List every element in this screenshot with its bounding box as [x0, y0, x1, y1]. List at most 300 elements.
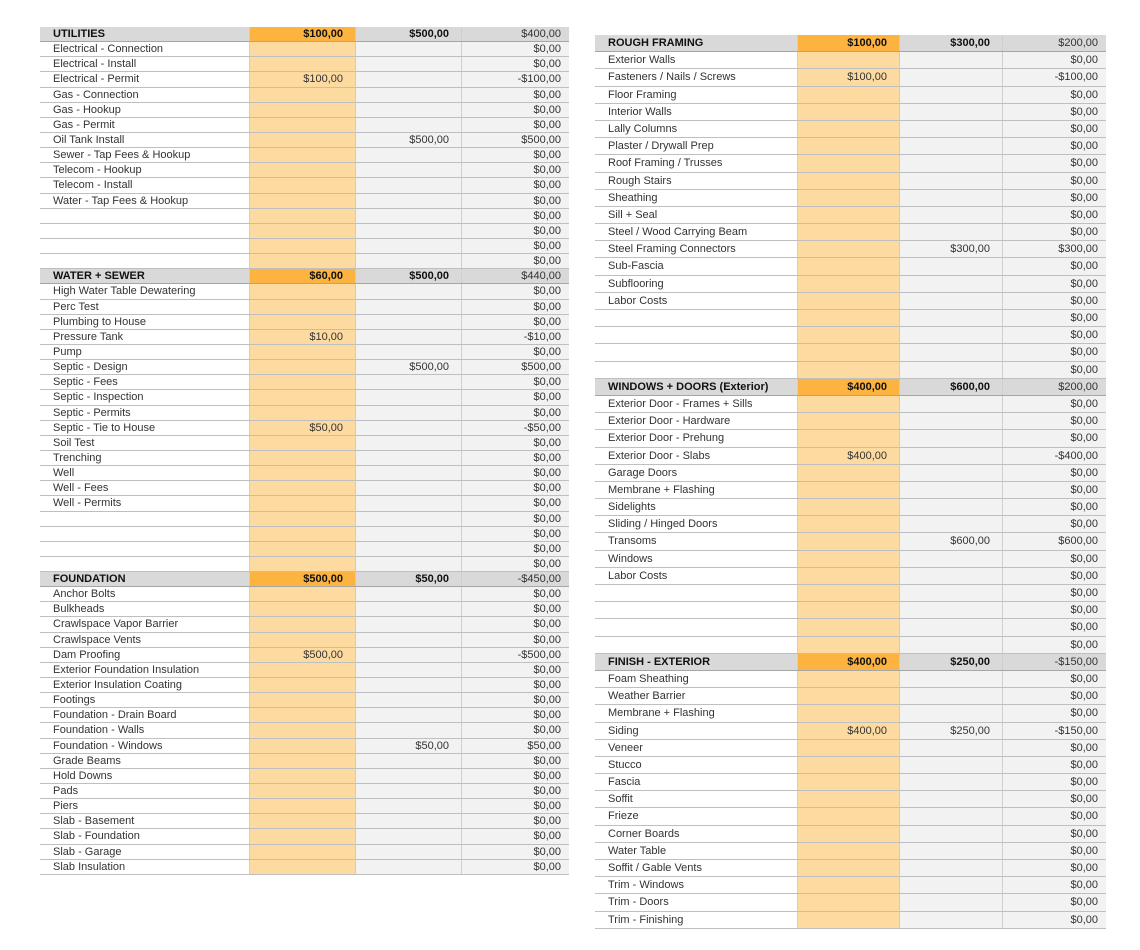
- line-item-actual-cell[interactable]: [900, 396, 1003, 412]
- line-item-actual-cell[interactable]: [900, 190, 1003, 206]
- line-item-name-cell[interactable]: Electrical - Permit: [40, 72, 250, 86]
- line-item-actual-cell[interactable]: [900, 69, 1003, 85]
- line-item-actual-cell[interactable]: $600,00: [900, 533, 1003, 549]
- line-item-name-cell[interactable]: [40, 209, 250, 223]
- line-item-name-cell[interactable]: Soffit / Gable Vents: [595, 860, 798, 876]
- line-item-budget-cell[interactable]: [250, 633, 356, 647]
- line-item-name-cell[interactable]: Electrical - Connection: [40, 42, 250, 56]
- line-item-budget-cell[interactable]: [250, 602, 356, 616]
- line-item-budget-cell[interactable]: [250, 42, 356, 56]
- line-item-actual-cell[interactable]: $300,00: [900, 241, 1003, 257]
- line-item-name-cell[interactable]: Septic - Inspection: [40, 390, 250, 404]
- line-item-budget-cell[interactable]: [798, 551, 900, 567]
- line-item-name-cell[interactable]: Well: [40, 466, 250, 480]
- line-item-budget-cell[interactable]: [250, 557, 356, 571]
- line-item-actual-cell[interactable]: [356, 648, 462, 662]
- line-item-name-cell[interactable]: Oil Tank Install: [40, 133, 250, 147]
- line-item-actual-cell[interactable]: [900, 551, 1003, 567]
- line-item-actual-cell[interactable]: [356, 254, 462, 268]
- section-budget-total[interactable]: $500,00: [250, 572, 356, 586]
- line-item-name-cell[interactable]: Gas - Connection: [40, 88, 250, 102]
- line-item-budget-cell[interactable]: [250, 512, 356, 526]
- line-item-name-cell[interactable]: [40, 239, 250, 253]
- line-item-name-cell[interactable]: Footings: [40, 693, 250, 707]
- line-item-budget-cell[interactable]: [250, 829, 356, 843]
- line-item-budget-cell[interactable]: [250, 784, 356, 798]
- line-item-actual-cell[interactable]: [900, 757, 1003, 773]
- line-item-budget-cell[interactable]: $500,00: [250, 648, 356, 662]
- line-item-actual-cell[interactable]: [900, 637, 1003, 653]
- line-item-budget-cell[interactable]: [798, 791, 900, 807]
- line-item-name-cell[interactable]: Crawlspace Vapor Barrier: [40, 617, 250, 631]
- line-item-budget-cell[interactable]: [250, 739, 356, 753]
- line-item-actual-cell[interactable]: [356, 678, 462, 692]
- line-item-name-cell[interactable]: Roof Framing / Trusses: [595, 155, 798, 171]
- line-item-actual-cell[interactable]: [900, 173, 1003, 189]
- line-item-name-cell[interactable]: Soffit: [595, 791, 798, 807]
- line-item-budget-cell[interactable]: [798, 104, 900, 120]
- line-item-actual-cell[interactable]: [900, 705, 1003, 721]
- line-item-actual-cell[interactable]: [900, 224, 1003, 240]
- line-item-name-cell[interactable]: Exterior Door - Slabs: [595, 448, 798, 464]
- line-item-budget-cell[interactable]: [798, 705, 900, 721]
- line-item-name-cell[interactable]: [595, 637, 798, 653]
- line-item-actual-cell[interactable]: [900, 155, 1003, 171]
- line-item-actual-cell[interactable]: [356, 496, 462, 510]
- line-item-actual-cell[interactable]: [356, 42, 462, 56]
- line-item-actual-cell[interactable]: [900, 894, 1003, 910]
- line-item-actual-cell[interactable]: [356, 209, 462, 223]
- line-item-actual-cell[interactable]: [356, 194, 462, 208]
- line-item-budget-cell[interactable]: [798, 740, 900, 756]
- line-item-name-cell[interactable]: Crawlspace Vents: [40, 633, 250, 647]
- line-item-name-cell[interactable]: [40, 224, 250, 238]
- line-item-actual-cell[interactable]: [900, 499, 1003, 515]
- line-item-actual-cell[interactable]: [900, 585, 1003, 601]
- section-actual-total[interactable]: $600,00: [900, 379, 1003, 395]
- line-item-actual-cell[interactable]: [900, 602, 1003, 618]
- line-item-actual-cell[interactable]: [900, 465, 1003, 481]
- line-item-name-cell[interactable]: Sheathing: [595, 190, 798, 206]
- line-item-actual-cell[interactable]: [356, 845, 462, 859]
- line-item-name-cell[interactable]: Septic - Design: [40, 360, 250, 374]
- line-item-budget-cell[interactable]: [798, 516, 900, 532]
- line-item-budget-cell[interactable]: [798, 327, 900, 343]
- line-item-actual-cell[interactable]: [900, 258, 1003, 274]
- line-item-budget-cell[interactable]: [798, 121, 900, 137]
- line-item-budget-cell[interactable]: [798, 276, 900, 292]
- line-item-budget-cell[interactable]: [250, 451, 356, 465]
- line-item-budget-cell[interactable]: [798, 688, 900, 704]
- line-item-budget-cell[interactable]: [250, 466, 356, 480]
- line-item-name-cell[interactable]: Steel / Wood Carrying Beam: [595, 224, 798, 240]
- line-item-budget-cell[interactable]: [250, 224, 356, 238]
- line-item-budget-cell[interactable]: [250, 663, 356, 677]
- line-item-actual-cell[interactable]: [900, 740, 1003, 756]
- line-item-actual-cell[interactable]: [356, 451, 462, 465]
- line-item-actual-cell[interactable]: $500,00: [356, 360, 462, 374]
- line-item-name-cell[interactable]: Membrane + Flashing: [595, 482, 798, 498]
- section-actual-total[interactable]: $50,00: [356, 572, 462, 586]
- line-item-budget-cell[interactable]: [798, 757, 900, 773]
- line-item-actual-cell[interactable]: [356, 663, 462, 677]
- line-item-actual-cell[interactable]: [356, 224, 462, 238]
- line-item-name-cell[interactable]: Slab - Garage: [40, 845, 250, 859]
- line-item-budget-cell[interactable]: [798, 774, 900, 790]
- line-item-name-cell[interactable]: Sewer - Tap Fees & Hookup: [40, 148, 250, 162]
- line-item-name-cell[interactable]: Slab Insulation: [40, 860, 250, 874]
- line-item-actual-cell[interactable]: [900, 877, 1003, 893]
- line-item-actual-cell[interactable]: $250,00: [900, 723, 1003, 739]
- line-item-actual-cell[interactable]: [900, 430, 1003, 446]
- line-item-budget-cell[interactable]: [798, 499, 900, 515]
- line-item-budget-cell[interactable]: [250, 496, 356, 510]
- line-item-name-cell[interactable]: Labor Costs: [595, 293, 798, 309]
- line-item-budget-cell[interactable]: $100,00: [798, 69, 900, 85]
- line-item-name-cell[interactable]: [595, 619, 798, 635]
- line-item-name-cell[interactable]: Exterior Door - Hardware: [595, 413, 798, 429]
- line-item-actual-cell[interactable]: [900, 327, 1003, 343]
- section-budget-total[interactable]: $100,00: [250, 27, 356, 41]
- line-item-name-cell[interactable]: Sliding / Hinged Doors: [595, 516, 798, 532]
- line-item-actual-cell[interactable]: $50,00: [356, 739, 462, 753]
- line-item-actual-cell[interactable]: [356, 860, 462, 874]
- line-item-name-cell[interactable]: Gas - Hookup: [40, 103, 250, 117]
- line-item-actual-cell[interactable]: [356, 512, 462, 526]
- line-item-budget-cell[interactable]: [798, 619, 900, 635]
- line-item-name-cell[interactable]: Septic - Fees: [40, 375, 250, 389]
- line-item-name-cell[interactable]: Water - Tap Fees & Hookup: [40, 194, 250, 208]
- line-item-name-cell[interactable]: Hold Downs: [40, 769, 250, 783]
- line-item-budget-cell[interactable]: [798, 533, 900, 549]
- line-item-name-cell[interactable]: Dam Proofing: [40, 648, 250, 662]
- line-item-budget-cell[interactable]: $50,00: [250, 421, 356, 435]
- line-item-name-cell[interactable]: [595, 344, 798, 360]
- line-item-actual-cell[interactable]: [356, 421, 462, 435]
- line-item-actual-cell[interactable]: [356, 178, 462, 192]
- line-item-actual-cell[interactable]: [900, 619, 1003, 635]
- line-item-name-cell[interactable]: Plumbing to House: [40, 315, 250, 329]
- line-item-name-cell[interactable]: Foam Sheathing: [595, 671, 798, 687]
- line-item-actual-cell[interactable]: [900, 482, 1003, 498]
- line-item-budget-cell[interactable]: [798, 138, 900, 154]
- line-item-budget-cell[interactable]: [798, 430, 900, 446]
- section-budget-total[interactable]: $400,00: [798, 654, 900, 670]
- line-item-name-cell[interactable]: Garage Doors: [595, 465, 798, 481]
- line-item-name-cell[interactable]: Telecom - Install: [40, 178, 250, 192]
- line-item-budget-cell[interactable]: [250, 390, 356, 404]
- line-item-name-cell[interactable]: Foundation - Walls: [40, 723, 250, 737]
- line-item-name-cell[interactable]: Labor Costs: [595, 568, 798, 584]
- line-item-budget-cell[interactable]: [798, 224, 900, 240]
- line-item-actual-cell[interactable]: [356, 72, 462, 86]
- line-item-name-cell[interactable]: Trim - Windows: [595, 877, 798, 893]
- line-item-budget-cell[interactable]: [250, 406, 356, 420]
- line-item-name-cell[interactable]: Pressure Tank: [40, 330, 250, 344]
- line-item-name-cell[interactable]: [595, 362, 798, 378]
- line-item-actual-cell[interactable]: [900, 808, 1003, 824]
- line-item-actual-cell[interactable]: [900, 293, 1003, 309]
- line-item-budget-cell[interactable]: [798, 155, 900, 171]
- line-item-actual-cell[interactable]: [900, 121, 1003, 137]
- line-item-budget-cell[interactable]: [798, 87, 900, 103]
- line-item-name-cell[interactable]: Sill + Seal: [595, 207, 798, 223]
- line-item-budget-cell[interactable]: [250, 678, 356, 692]
- line-item-budget-cell[interactable]: $100,00: [250, 72, 356, 86]
- line-item-budget-cell[interactable]: [250, 178, 356, 192]
- line-item-actual-cell[interactable]: [356, 799, 462, 813]
- section-actual-total[interactable]: $500,00: [356, 269, 462, 283]
- line-item-budget-cell[interactable]: [798, 362, 900, 378]
- line-item-budget-cell[interactable]: [798, 173, 900, 189]
- line-item-name-cell[interactable]: Membrane + Flashing: [595, 705, 798, 721]
- line-item-name-cell[interactable]: Fascia: [595, 774, 798, 790]
- line-item-budget-cell[interactable]: [250, 209, 356, 223]
- line-item-actual-cell[interactable]: [900, 344, 1003, 360]
- line-item-actual-cell[interactable]: [356, 148, 462, 162]
- line-item-budget-cell[interactable]: [798, 843, 900, 859]
- line-item-name-cell[interactable]: Foundation - Drain Board: [40, 708, 250, 722]
- line-item-name-cell[interactable]: Windows: [595, 551, 798, 567]
- line-item-budget-cell[interactable]: [250, 542, 356, 556]
- line-item-budget-cell[interactable]: [250, 754, 356, 768]
- line-item-name-cell[interactable]: [40, 254, 250, 268]
- line-item-actual-cell[interactable]: [356, 602, 462, 616]
- line-item-budget-cell[interactable]: [798, 894, 900, 910]
- line-item-name-cell[interactable]: Septic - Permits: [40, 406, 250, 420]
- line-item-actual-cell[interactable]: [356, 587, 462, 601]
- line-item-budget-cell[interactable]: [798, 808, 900, 824]
- line-item-budget-cell[interactable]: [250, 88, 356, 102]
- line-item-actual-cell[interactable]: [900, 516, 1003, 532]
- line-item-budget-cell[interactable]: [798, 860, 900, 876]
- line-item-budget-cell[interactable]: [798, 258, 900, 274]
- line-item-name-cell[interactable]: Piers: [40, 799, 250, 813]
- line-item-name-cell[interactable]: Well - Fees: [40, 481, 250, 495]
- line-item-name-cell[interactable]: [595, 327, 798, 343]
- line-item-budget-cell[interactable]: [250, 118, 356, 132]
- line-item-name-cell[interactable]: Weather Barrier: [595, 688, 798, 704]
- line-item-budget-cell[interactable]: [250, 254, 356, 268]
- line-item-name-cell[interactable]: Rough Stairs: [595, 173, 798, 189]
- line-item-actual-cell[interactable]: [900, 568, 1003, 584]
- line-item-name-cell[interactable]: Trenching: [40, 451, 250, 465]
- line-item-budget-cell[interactable]: [798, 671, 900, 687]
- line-item-actual-cell[interactable]: [900, 448, 1003, 464]
- section-budget-total[interactable]: $60,00: [250, 269, 356, 283]
- line-item-actual-cell[interactable]: [356, 708, 462, 722]
- line-item-actual-cell[interactable]: [356, 466, 462, 480]
- line-item-budget-cell[interactable]: $10,00: [250, 330, 356, 344]
- line-item-budget-cell[interactable]: [798, 877, 900, 893]
- line-item-name-cell[interactable]: Pads: [40, 784, 250, 798]
- line-item-name-cell[interactable]: Frieze: [595, 808, 798, 824]
- line-item-actual-cell[interactable]: [900, 413, 1003, 429]
- line-item-actual-cell[interactable]: [900, 104, 1003, 120]
- line-item-budget-cell[interactable]: [250, 360, 356, 374]
- line-item-budget-cell[interactable]: [250, 315, 356, 329]
- line-item-name-cell[interactable]: Bulkheads: [40, 602, 250, 616]
- line-item-budget-cell[interactable]: [250, 527, 356, 541]
- line-item-name-cell[interactable]: Subflooring: [595, 276, 798, 292]
- line-item-actual-cell[interactable]: [356, 88, 462, 102]
- section-actual-total[interactable]: $500,00: [356, 27, 462, 41]
- line-item-name-cell[interactable]: Slab - Basement: [40, 814, 250, 828]
- line-item-budget-cell[interactable]: [250, 133, 356, 147]
- line-item-budget-cell[interactable]: $400,00: [798, 723, 900, 739]
- line-item-name-cell[interactable]: [40, 527, 250, 541]
- line-item-budget-cell[interactable]: [798, 396, 900, 412]
- line-item-budget-cell[interactable]: [798, 585, 900, 601]
- line-item-actual-cell[interactable]: [356, 436, 462, 450]
- line-item-actual-cell[interactable]: [356, 829, 462, 843]
- line-item-actual-cell[interactable]: [900, 860, 1003, 876]
- line-item-name-cell[interactable]: Grade Beams: [40, 754, 250, 768]
- line-item-budget-cell[interactable]: [250, 481, 356, 495]
- line-item-actual-cell[interactable]: [356, 633, 462, 647]
- line-item-actual-cell[interactable]: [356, 557, 462, 571]
- section-actual-total[interactable]: $250,00: [900, 654, 1003, 670]
- line-item-budget-cell[interactable]: [250, 148, 356, 162]
- line-item-actual-cell[interactable]: [356, 693, 462, 707]
- line-item-name-cell[interactable]: [595, 585, 798, 601]
- line-item-actual-cell[interactable]: [356, 103, 462, 117]
- line-item-actual-cell[interactable]: [356, 330, 462, 344]
- line-item-budget-cell[interactable]: [250, 163, 356, 177]
- line-item-actual-cell[interactable]: [900, 688, 1003, 704]
- line-item-name-cell[interactable]: High Water Table Dewatering: [40, 284, 250, 298]
- line-item-name-cell[interactable]: Septic - Tie to House: [40, 421, 250, 435]
- line-item-budget-cell[interactable]: [798, 465, 900, 481]
- line-item-name-cell[interactable]: Lally Columns: [595, 121, 798, 137]
- line-item-actual-cell[interactable]: [900, 362, 1003, 378]
- line-item-budget-cell[interactable]: [798, 241, 900, 257]
- line-item-budget-cell[interactable]: [250, 284, 356, 298]
- line-item-name-cell[interactable]: Siding: [595, 723, 798, 739]
- line-item-budget-cell[interactable]: [798, 310, 900, 326]
- line-item-budget-cell[interactable]: [250, 693, 356, 707]
- line-item-actual-cell[interactable]: [900, 207, 1003, 223]
- line-item-actual-cell[interactable]: [900, 87, 1003, 103]
- line-item-name-cell[interactable]: Anchor Bolts: [40, 587, 250, 601]
- line-item-budget-cell[interactable]: [798, 413, 900, 429]
- line-item-actual-cell[interactable]: [900, 138, 1003, 154]
- line-item-budget-cell[interactable]: $400,00: [798, 448, 900, 464]
- line-item-actual-cell[interactable]: [900, 791, 1003, 807]
- section-budget-total[interactable]: $100,00: [798, 35, 900, 51]
- line-item-budget-cell[interactable]: [798, 637, 900, 653]
- line-item-budget-cell[interactable]: [250, 723, 356, 737]
- line-item-actual-cell[interactable]: [356, 375, 462, 389]
- line-item-budget-cell[interactable]: [250, 769, 356, 783]
- line-item-actual-cell[interactable]: [900, 671, 1003, 687]
- line-item-name-cell[interactable]: Interior Walls: [595, 104, 798, 120]
- line-item-actual-cell[interactable]: [356, 284, 462, 298]
- line-item-actual-cell[interactable]: [356, 723, 462, 737]
- line-item-actual-cell[interactable]: [900, 52, 1003, 68]
- line-item-name-cell[interactable]: Exterior Foundation Insulation: [40, 663, 250, 677]
- line-item-name-cell[interactable]: [40, 512, 250, 526]
- line-item-budget-cell[interactable]: [798, 602, 900, 618]
- line-item-name-cell[interactable]: Exterior Door - Prehung: [595, 430, 798, 446]
- line-item-actual-cell[interactable]: [356, 239, 462, 253]
- line-item-actual-cell[interactable]: [356, 390, 462, 404]
- section-actual-total[interactable]: $300,00: [900, 35, 1003, 51]
- line-item-budget-cell[interactable]: [250, 708, 356, 722]
- line-item-budget-cell[interactable]: [250, 845, 356, 859]
- line-item-actual-cell[interactable]: [900, 912, 1003, 928]
- line-item-name-cell[interactable]: Transoms: [595, 533, 798, 549]
- line-item-name-cell[interactable]: Soil Test: [40, 436, 250, 450]
- line-item-actual-cell[interactable]: [356, 315, 462, 329]
- line-item-actual-cell[interactable]: [356, 163, 462, 177]
- line-item-actual-cell[interactable]: $500,00: [356, 133, 462, 147]
- line-item-name-cell[interactable]: [40, 542, 250, 556]
- line-item-name-cell[interactable]: [595, 602, 798, 618]
- line-item-name-cell[interactable]: [595, 310, 798, 326]
- line-item-actual-cell[interactable]: [356, 481, 462, 495]
- line-item-actual-cell[interactable]: [356, 769, 462, 783]
- line-item-name-cell[interactable]: Exterior Door - Frames + Sills: [595, 396, 798, 412]
- line-item-name-cell[interactable]: Corner Boards: [595, 826, 798, 842]
- line-item-budget-cell[interactable]: [798, 52, 900, 68]
- line-item-actual-cell[interactable]: [356, 57, 462, 71]
- line-item-name-cell[interactable]: Pump: [40, 345, 250, 359]
- line-item-actual-cell[interactable]: [356, 754, 462, 768]
- line-item-name-cell[interactable]: Electrical - Install: [40, 57, 250, 71]
- line-item-budget-cell[interactable]: [250, 239, 356, 253]
- line-item-budget-cell[interactable]: [250, 814, 356, 828]
- line-item-name-cell[interactable]: Well - Permits: [40, 496, 250, 510]
- line-item-actual-cell[interactable]: [900, 276, 1003, 292]
- line-item-name-cell[interactable]: Sidelights: [595, 499, 798, 515]
- line-item-actual-cell[interactable]: [356, 542, 462, 556]
- line-item-actual-cell[interactable]: [900, 843, 1003, 859]
- line-item-actual-cell[interactable]: [356, 617, 462, 631]
- line-item-name-cell[interactable]: Water Table: [595, 843, 798, 859]
- line-item-budget-cell[interactable]: [798, 207, 900, 223]
- line-item-budget-cell[interactable]: [250, 103, 356, 117]
- line-item-name-cell[interactable]: Sub-Fascia: [595, 258, 798, 274]
- line-item-name-cell[interactable]: Gas - Permit: [40, 118, 250, 132]
- line-item-budget-cell[interactable]: [798, 568, 900, 584]
- line-item-name-cell[interactable]: Exterior Insulation Coating: [40, 678, 250, 692]
- line-item-name-cell[interactable]: Floor Framing: [595, 87, 798, 103]
- line-item-name-cell[interactable]: Trim - Doors: [595, 894, 798, 910]
- line-item-actual-cell[interactable]: [900, 826, 1003, 842]
- line-item-actual-cell[interactable]: [356, 784, 462, 798]
- line-item-actual-cell[interactable]: [356, 118, 462, 132]
- line-item-actual-cell[interactable]: [356, 300, 462, 314]
- line-item-budget-cell[interactable]: [250, 436, 356, 450]
- line-item-actual-cell[interactable]: [356, 527, 462, 541]
- line-item-budget-cell[interactable]: [250, 799, 356, 813]
- line-item-budget-cell[interactable]: [798, 344, 900, 360]
- line-item-budget-cell[interactable]: [798, 293, 900, 309]
- line-item-budget-cell[interactable]: [798, 826, 900, 842]
- line-item-name-cell[interactable]: Foundation - Windows: [40, 739, 250, 753]
- line-item-name-cell[interactable]: [40, 557, 250, 571]
- line-item-name-cell[interactable]: Stucco: [595, 757, 798, 773]
- line-item-actual-cell[interactable]: [356, 814, 462, 828]
- line-item-actual-cell[interactable]: [356, 406, 462, 420]
- line-item-name-cell[interactable]: Perc Test: [40, 300, 250, 314]
- line-item-name-cell[interactable]: Plaster / Drywall Prep: [595, 138, 798, 154]
- line-item-actual-cell[interactable]: [356, 345, 462, 359]
- line-item-budget-cell[interactable]: [798, 482, 900, 498]
- line-item-budget-cell[interactable]: [250, 375, 356, 389]
- line-item-name-cell[interactable]: Exterior Walls: [595, 52, 798, 68]
